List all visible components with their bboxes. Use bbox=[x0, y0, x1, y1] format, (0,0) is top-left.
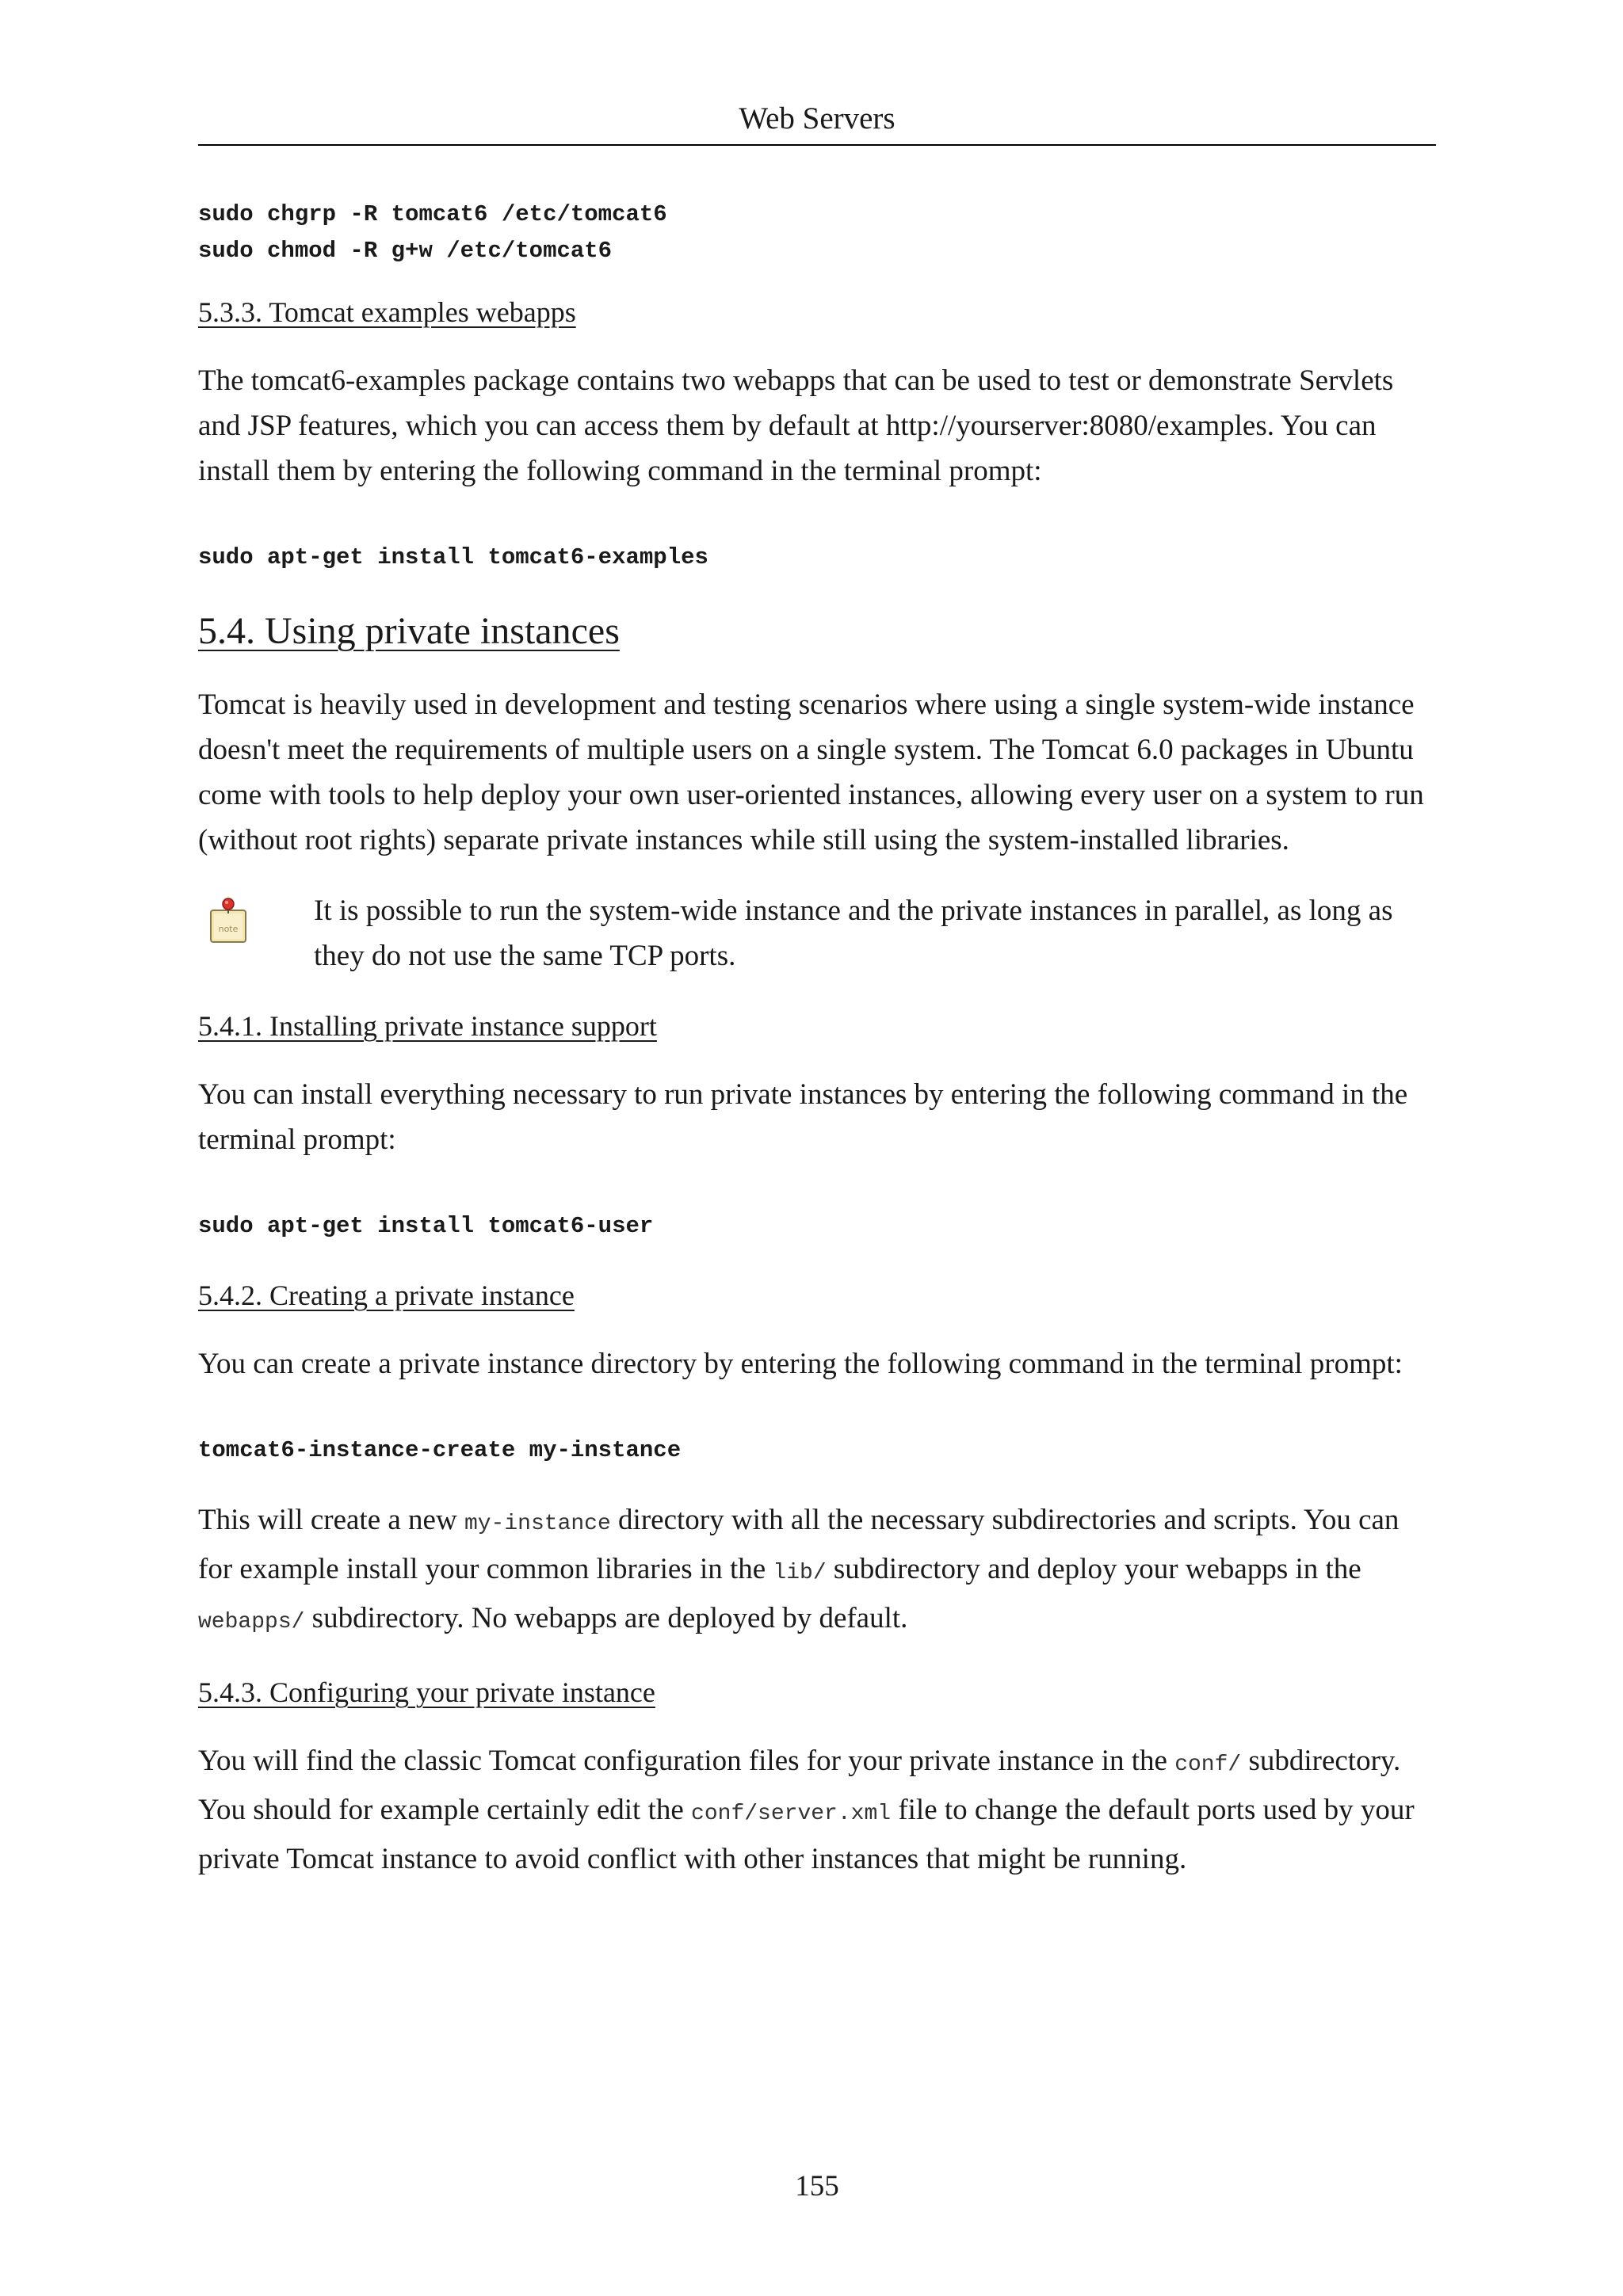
code-block-permissions bbox=[198, 196, 1436, 269]
section-5-4-heading: 5.4. Using private instances bbox=[198, 610, 620, 652]
section-5-4-3-paragraph bbox=[198, 1738, 1436, 1882]
code-block-install-user: sudo apt-get install tomcat6-user bbox=[198, 1213, 654, 1239]
text-run: directory with all the necessary subdirectories and scripts. You can for example install your common libraries in the bbox=[198, 1504, 1400, 1585]
section-5-4-3-heading: 5.4.3. Configuring your private instance bbox=[198, 1676, 655, 1708]
section-5-4-1-heading: 5.4.1. Installing private instance support bbox=[198, 1010, 657, 1042]
text-run: subdirectory. No webapps are deployed by default. bbox=[304, 1602, 908, 1634]
section-5-4-1-paragraph: You can install everything necessary to run private instances by entering the following command in the terminal prompt: bbox=[198, 1078, 1408, 1156]
page-content bbox=[198, 196, 1436, 1907]
svg-text:note: note bbox=[218, 924, 239, 934]
section-5-3-3-heading: 5.3.3. Tomcat examples webapps bbox=[198, 296, 576, 328]
text-run: file to change the default ports used by your private Tomcat instance to avoid conflict with other instances that might be running. bbox=[198, 1794, 1415, 1875]
code-line-chgrp: sudo chgrp -R tomcat6 /etc/tomcat6 bbox=[198, 201, 667, 227]
header-rule bbox=[198, 144, 1436, 146]
text-run: You will find the classic Tomcat configuration files for your private instance in the bbox=[198, 1745, 1175, 1777]
note-text: It is possible to run the system-wide instance and the private instances in parallel, as long as they do not use the same TCP ports. bbox=[314, 894, 1393, 972]
section-5-4-2-followup-paragraph bbox=[198, 1497, 1436, 1645]
note-icon bbox=[206, 896, 250, 947]
inline-code-my-instance: my-instance bbox=[464, 1512, 611, 1536]
section-5-4-2-paragraph: You can create a private instance directory by entering the following command in the terminal prompt: bbox=[198, 1348, 1403, 1380]
running-header: Web Servers bbox=[739, 101, 896, 135]
code-block-instance-create: tomcat6-instance-create my-instance bbox=[198, 1437, 682, 1463]
note-callout bbox=[198, 888, 1436, 978]
document-page bbox=[198, 0, 1436, 2296]
code-line-chmod: sudo chmod -R g+w /etc/tomcat6 bbox=[198, 238, 613, 264]
section-5-3-3-paragraph: The tomcat6-examples package contains two webapps that can be used to test or demonstrate Servlets and JSP features, which you can access them by default at http://yourserver:8080/examples. You can install them by entering the following command in the terminal prompt: bbox=[198, 364, 1394, 487]
inline-code-conf: conf/ bbox=[1174, 1753, 1242, 1777]
text-run: subdirectory. You should for example certainly edit the bbox=[198, 1745, 1401, 1826]
code-block-install-examples: sudo apt-get install tomcat6-examples bbox=[198, 544, 708, 570]
text-run: This will create a new bbox=[198, 1504, 464, 1536]
text-run: subdirectory and deploy your webapps in the bbox=[826, 1553, 1361, 1585]
inline-code-webapps: webapps/ bbox=[198, 1610, 305, 1634]
inline-code-server-xml: conf/server.xml bbox=[691, 1802, 892, 1826]
inline-code-lib: lib/ bbox=[773, 1561, 827, 1585]
section-5-4-2-heading: 5.4.2. Creating a private instance bbox=[198, 1280, 575, 1311]
page-number: 155 bbox=[795, 2170, 839, 2203]
section-5-4-paragraph: Tomcat is heavily used in development and testing scenarios where using a single system-wide instance doesn't meet the requirements of multiple users on a single system. The Tomcat 6.0 packages in Ubuntu come with tools to help deploy your own user-oriented instances, allowing every user on a system to run (without root rights) separate private instances while still using the system-installed libraries. bbox=[198, 688, 1424, 856]
